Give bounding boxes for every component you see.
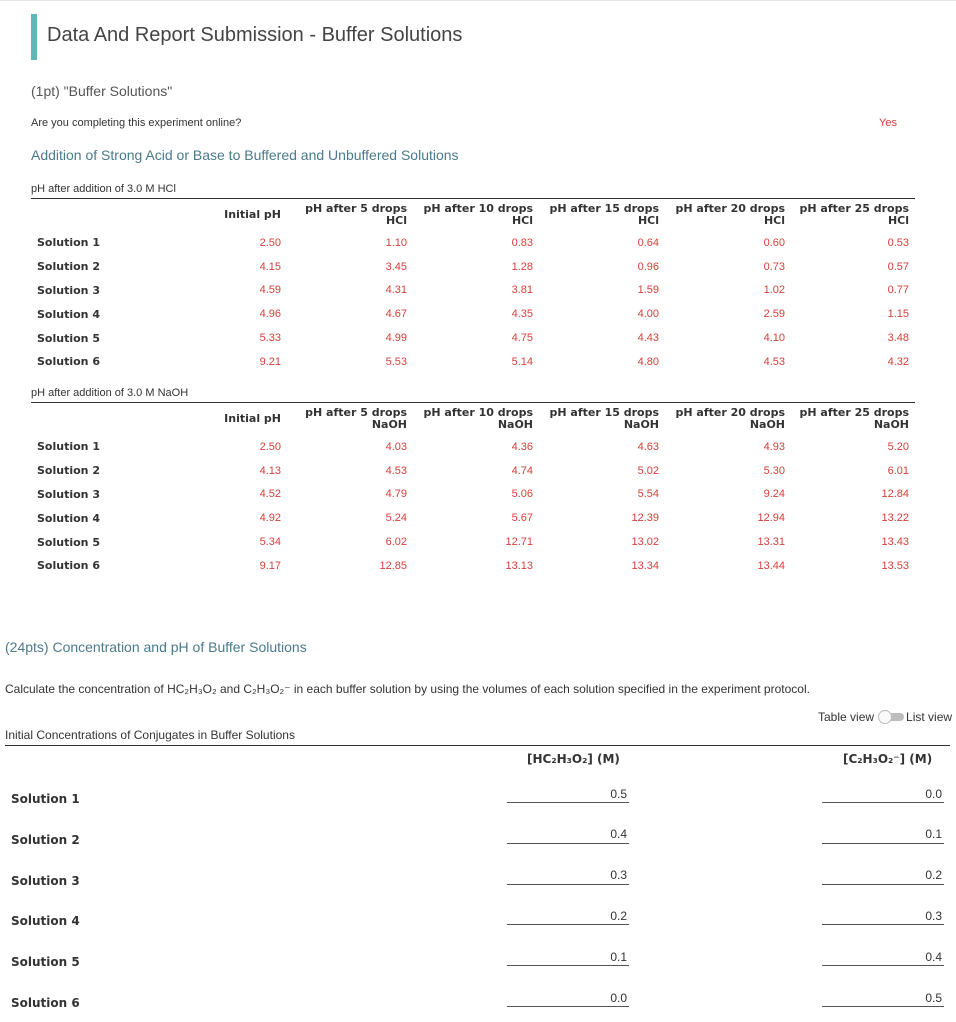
acid-concentration-input[interactable] [507, 867, 629, 885]
ph-value-cell[interactable]: 0.64 [637, 236, 659, 249]
ph-value-cell[interactable]: 0.77 [887, 284, 909, 297]
base-concentration-input[interactable] [822, 989, 944, 1007]
ph-value-cell[interactable]: 4.53 [385, 464, 407, 477]
ph-value-cell[interactable]: 0.73 [763, 260, 785, 273]
base-concentration-input[interactable] [822, 826, 944, 844]
view-toggle[interactable] [818, 710, 952, 724]
ph-value-cell[interactable]: 4.79 [385, 488, 407, 501]
column-header: pH after 10 drops HCl [423, 202, 533, 227]
base-concentration-input[interactable] [822, 785, 944, 803]
row-name: Solution 4 [37, 511, 100, 525]
ph-value-cell[interactable]: 1.59 [637, 284, 659, 297]
toggle-knob [878, 710, 892, 724]
ph-value-cell[interactable]: 5.53 [385, 355, 407, 368]
ph-value-cell[interactable]: 5.14 [511, 355, 533, 368]
ph-value-cell[interactable]: 4.15 [259, 260, 281, 273]
row-name: Solution 1 [37, 440, 100, 454]
ph-value-cell[interactable]: 12.71 [505, 536, 533, 549]
ph-value-cell[interactable]: 5.33 [259, 332, 281, 345]
ph-value-cell[interactable]: 1.28 [511, 260, 533, 273]
ph-value-cell[interactable]: 4.35 [511, 308, 533, 321]
ph-value-cell[interactable]: 4.31 [385, 284, 407, 297]
page-title: Data And Report Submission - Buffer Solutions [47, 24, 463, 46]
hcl-table [31, 199, 915, 374]
ph-value-cell[interactable]: 5.67 [511, 512, 533, 525]
table-view-label: Table view [818, 710, 875, 724]
row-name: Solution 5 [37, 535, 100, 549]
online-question: Are you completing this experiment online? [31, 117, 242, 129]
ph-value-cell[interactable]: 12.94 [757, 512, 785, 525]
conjugates-table-rule [5, 745, 950, 746]
base-concentration-input[interactable] [822, 907, 944, 925]
ph-value-cell[interactable]: 4.53 [763, 355, 785, 368]
ph-value-cell[interactable]: 4.43 [637, 332, 659, 345]
ph-value-cell[interactable]: 3.81 [511, 284, 533, 297]
ph-value-cell[interactable]: 13.34 [631, 559, 659, 572]
column-header: pH after 5 drops NaOH [305, 406, 407, 431]
conjugate-row-name: Solution 3 [11, 873, 80, 888]
conjugate-row-name: Solution 2 [11, 832, 80, 847]
row-name: Solution 4 [37, 307, 100, 321]
ph-value-cell[interactable]: 4.63 [637, 440, 659, 453]
column-header: pH after 15 drops HCl [549, 202, 659, 227]
instruction-text: Calculate the concentration of HC₂H₃O₂ and C₂H₃O₂⁻ in each buffer solution by using the volumes of each solution specified in the experiment protocol. [5, 682, 810, 696]
ph-value-cell[interactable]: 4.59 [259, 284, 281, 297]
ph-value-cell[interactable]: 4.92 [259, 512, 281, 525]
row-name: Solution 2 [37, 260, 100, 274]
ph-value-cell[interactable]: 4.93 [763, 440, 785, 453]
column-header: pH after 5 drops HCl [305, 202, 407, 227]
ph-value-cell[interactable]: 1.15 [887, 308, 909, 321]
base-concentration-input[interactable] [822, 867, 944, 885]
hcl-table-caption: pH after addition of 3.0 M HCl [31, 183, 176, 195]
table-row [31, 255, 915, 279]
ph-value-cell[interactable]: 0.60 [763, 236, 785, 249]
row-name: Solution 5 [37, 331, 100, 345]
conjugates-table-caption: Initial Concentrations of Conjugates in Buffer Solutions [5, 728, 295, 742]
list-view-label: List view [906, 710, 953, 724]
ph-value-cell[interactable]: 0.57 [887, 260, 909, 273]
ph-value-cell[interactable]: 4.80 [637, 355, 659, 368]
top-divider [0, 0, 956, 1]
table-row [31, 530, 915, 554]
ph-value-cell[interactable]: 12.84 [881, 488, 909, 501]
ph-value-cell[interactable]: 4.67 [385, 308, 407, 321]
acid-concentration-input[interactable] [507, 785, 629, 803]
row-label-header [31, 403, 161, 435]
row-label-header [31, 199, 161, 231]
ph-value-cell[interactable]: 13.44 [757, 559, 785, 572]
ph-value-cell[interactable]: 13.43 [881, 536, 909, 549]
ph-value-cell[interactable]: 5.34 [259, 536, 281, 549]
ph-value-cell[interactable]: 1.02 [763, 284, 785, 297]
table-header-row [31, 403, 915, 435]
ph-value-cell[interactable]: 4.13 [259, 464, 281, 477]
online-answer[interactable]: Yes [879, 117, 897, 129]
ph-value-cell[interactable]: 2.59 [763, 308, 785, 321]
ph-value-cell[interactable]: 1.10 [385, 236, 407, 249]
table-row [31, 279, 915, 303]
ph-value-cell[interactable]: 4.75 [511, 332, 533, 345]
conjugate-row-name: Solution 1 [11, 792, 80, 806]
ph-value-cell[interactable]: 9.24 [763, 488, 785, 501]
column-header: Initial pH [224, 412, 281, 425]
ph-value-cell[interactable]: 0.96 [637, 260, 659, 273]
conjugate-row-name: Solution 5 [11, 955, 80, 970]
ph-value-cell[interactable]: 13.02 [631, 536, 659, 549]
ph-value-cell[interactable]: 4.74 [511, 464, 533, 477]
table-row [31, 326, 915, 350]
ph-value-cell[interactable]: 5.20 [887, 440, 909, 453]
ph-value-cell[interactable]: 2.50 [259, 440, 281, 453]
ph-value-cell[interactable]: 3.45 [385, 260, 407, 273]
base-concentration-input[interactable] [822, 948, 944, 966]
section-title-concentration: (24pts) Concentration and pH of Buffer Solutions [5, 639, 307, 655]
column-header: Initial pH [224, 208, 281, 221]
base-concentration-header: [C₂H₃O₂⁻] (M) [843, 752, 933, 766]
column-header: pH after 10 drops NaOH [423, 406, 533, 431]
acid-concentration-input[interactable] [507, 948, 629, 966]
ph-value-cell[interactable]: 9.21 [259, 355, 281, 368]
ph-value-cell[interactable]: 13.53 [881, 559, 909, 572]
column-header: pH after 25 drops HCl [799, 202, 909, 227]
ph-value-cell[interactable]: 9.17 [259, 559, 281, 572]
table-row [31, 231, 915, 255]
column-header: pH after 15 drops NaOH [549, 406, 659, 431]
title-accent-bar [31, 14, 37, 60]
column-header: pH after 20 drops HCl [675, 202, 785, 227]
table-row [31, 459, 915, 483]
table-row [31, 506, 915, 530]
acid-concentration-input[interactable] [507, 907, 629, 925]
column-header: pH after 25 drops NaOH [799, 406, 909, 431]
ph-value-cell[interactable]: 5.24 [385, 512, 407, 525]
table-row [31, 302, 915, 326]
acid-concentration-input[interactable] [507, 989, 629, 1007]
ph-value-cell[interactable]: 12.85 [379, 559, 407, 572]
row-name: Solution 6 [37, 355, 100, 369]
ph-value-cell[interactable]: 0.53 [887, 236, 909, 249]
ph-value-cell[interactable]: 13.13 [505, 559, 533, 572]
ph-value-cell[interactable]: 6.01 [887, 464, 909, 477]
ph-value-cell[interactable]: 4.99 [385, 332, 407, 345]
subsection-title: Addition of Strong Acid or Base to Buffered and Unbuffered Solutions [31, 147, 459, 163]
ph-value-cell[interactable]: 13.31 [757, 536, 785, 549]
ph-value-cell[interactable]: 4.10 [763, 332, 785, 345]
row-name: Solution 2 [37, 464, 100, 478]
ph-value-cell[interactable]: 4.52 [259, 488, 281, 501]
ph-value-cell[interactable]: 5.54 [637, 488, 659, 501]
ph-value-cell[interactable]: 5.30 [763, 464, 785, 477]
column-header: pH after 20 drops NaOH [675, 406, 785, 431]
row-name: Solution 6 [37, 559, 100, 573]
ph-value-cell[interactable]: 2.50 [259, 236, 281, 249]
naoh-table [31, 403, 915, 578]
ph-value-cell[interactable]: 3.48 [887, 332, 909, 345]
ph-value-cell[interactable]: 12.39 [631, 512, 659, 525]
view-toggle-switch[interactable] [878, 711, 904, 723]
naoh-table-caption: pH after addition of 3.0 M NaOH [31, 387, 189, 399]
ph-value-cell[interactable]: 5.06 [511, 488, 533, 501]
table-row [31, 554, 915, 578]
ph-value-cell[interactable]: 6.02 [385, 536, 407, 549]
ph-value-cell[interactable]: 4.96 [259, 308, 281, 321]
ph-value-cell[interactable]: 5.02 [637, 464, 659, 477]
row-name: Solution 3 [37, 283, 100, 297]
row-name: Solution 1 [37, 236, 100, 250]
table-row [31, 435, 915, 459]
acid-concentration-input[interactable] [507, 826, 629, 844]
table-row [31, 350, 915, 374]
conjugate-row-name: Solution 6 [11, 996, 80, 1010]
table-row [31, 483, 915, 507]
ph-value-cell[interactable]: 4.03 [385, 440, 407, 453]
ph-value-cell[interactable]: 4.36 [511, 440, 533, 453]
table-header-row [31, 199, 915, 231]
ph-value-cell[interactable]: 13.22 [881, 512, 909, 525]
acid-concentration-header: [HC₂H₃O₂] (M) [527, 752, 620, 766]
ph-value-cell[interactable]: 0.83 [511, 236, 533, 249]
ph-value-cell[interactable]: 4.32 [887, 355, 909, 368]
section-title-buffer-solutions: (1pt) "Buffer Solutions" [31, 83, 173, 99]
ph-value-cell[interactable]: 4.00 [637, 308, 659, 321]
row-name: Solution 3 [37, 487, 100, 501]
conjugate-row-name: Solution 4 [11, 914, 80, 929]
